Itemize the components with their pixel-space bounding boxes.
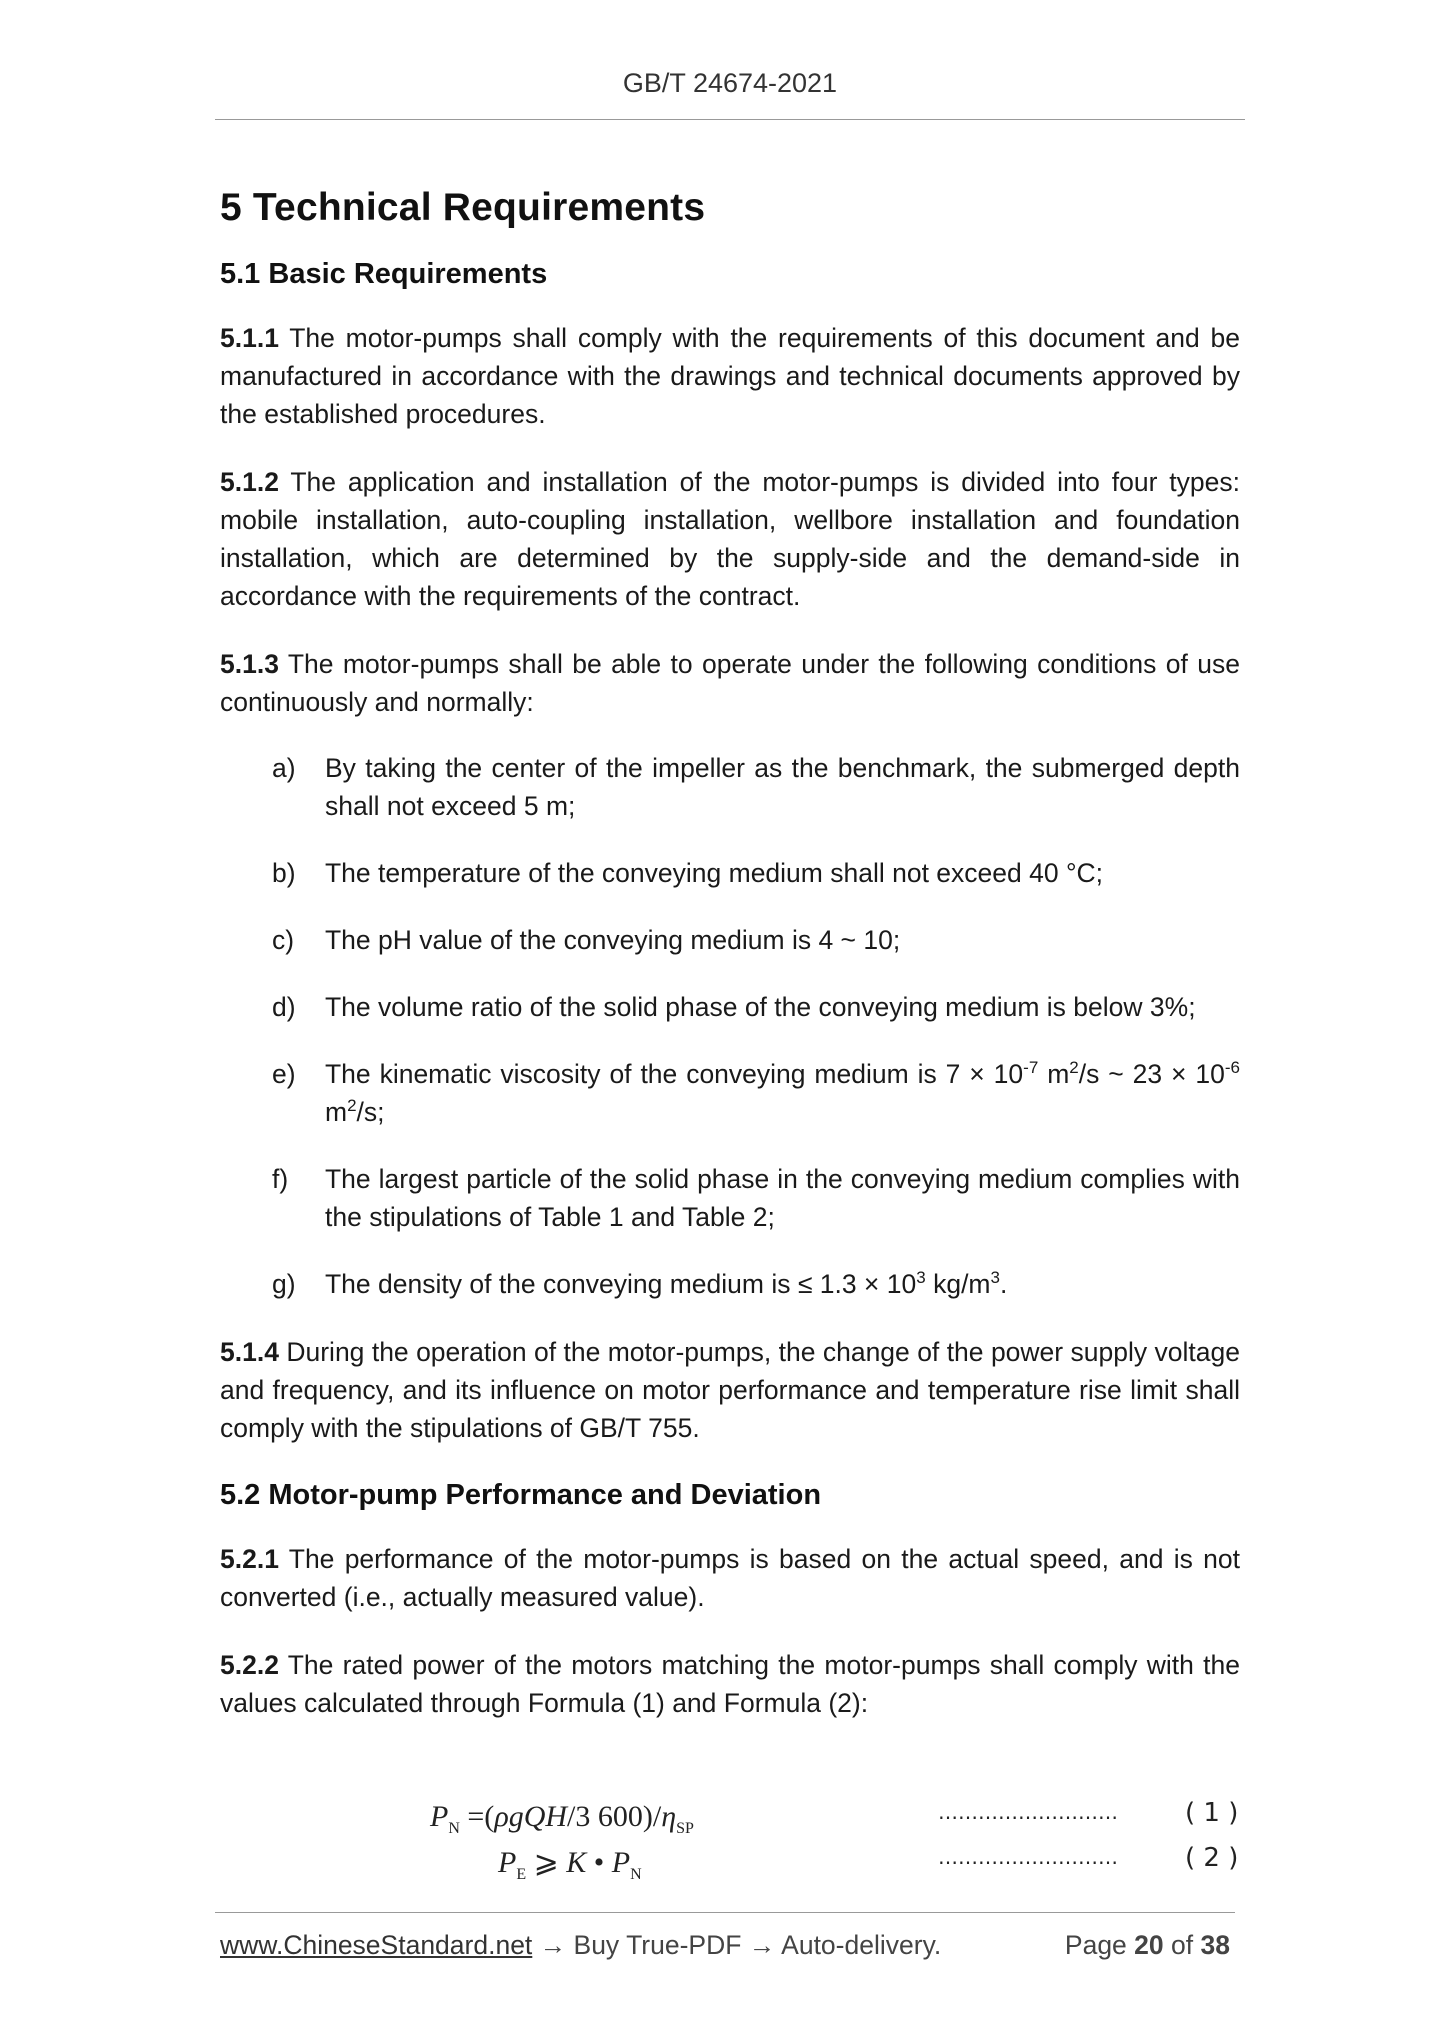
clause-text: The motor-pumps shall be able to operate under the following conditions of use continuously and normally: xyxy=(220,649,1240,717)
clause-text: The application and installation of the motor-pumps is divided into four types: mobile installation, auto-coupling installation, wellbore installation and foundation installation, which are determined by the supply-side and the demand-side in accordance with the requirements of the contract. xyxy=(220,467,1240,611)
superscript: -7 xyxy=(1023,1058,1039,1078)
page-current: 20 xyxy=(1134,1930,1164,1960)
text-run: /s; xyxy=(356,1097,385,1127)
clause-text: The motor-pumps shall comply with the requirements of this document and be manufactured in accordance with the drawings and technical documents approved by the established procedures. xyxy=(220,323,1240,429)
clause-5-1-4 xyxy=(220,1333,1240,1447)
clause-5-1-3 xyxy=(220,645,1240,721)
list-item-text: The pH value of the conveying medium is 4 ~ 10; xyxy=(325,925,901,955)
chapter-title: 5 Technical Requirements xyxy=(220,186,706,229)
list-item xyxy=(220,749,1240,825)
list-item xyxy=(220,1055,1240,1131)
clause-number: 5.2.1 xyxy=(220,1544,279,1574)
formula-expression xyxy=(498,1845,642,1884)
clause-text: During the operation of the motor-pumps, the change of the power supply voltage and frequency, and its influence on motor performance and temperature rise limit shall comply with the stipulations of GB/T 755. xyxy=(220,1337,1240,1443)
document-header: GB/T 24674-2021 xyxy=(622,68,838,98)
formula-symbol: K xyxy=(566,1846,587,1879)
website-link[interactable]: www.ChineseStandard.net xyxy=(220,1930,533,1960)
footer-promo-text: → Buy True-PDF → Auto-delivery. xyxy=(532,1930,942,1960)
formula-subscript: N xyxy=(630,1866,642,1883)
clause-number: 5.1.1 xyxy=(220,323,279,353)
clause-5-1-2 xyxy=(220,463,1240,615)
formula-subscript: SP xyxy=(676,1820,694,1837)
section-5-2-title: 5.2 Motor-pump Performance and Deviation xyxy=(220,1479,822,1511)
list-item-label: g) xyxy=(272,1269,296,1299)
superscript: 2 xyxy=(1069,1058,1079,1078)
formula-symbol: P xyxy=(498,1846,517,1879)
formula-text: • xyxy=(586,1846,612,1879)
clause-number: 5.1.2 xyxy=(220,467,279,497)
list-item xyxy=(220,1160,1240,1236)
clause-text: The rated power of the motors matching the motor-pumps shall comply with the values calculated through Formula (1) and Formula (2): xyxy=(220,1650,1240,1718)
list-item-label: d) xyxy=(272,992,296,1022)
formula-symbol: ρgQH xyxy=(494,1800,568,1833)
list-item-text: The volume ratio of the solid phase of the conveying medium is below 3%; xyxy=(325,992,1196,1022)
list-item xyxy=(220,988,1240,1026)
text-run: . xyxy=(999,1269,1008,1299)
list-item-label: e) xyxy=(272,1059,296,1089)
text-run: /s ~ 23 × 10 xyxy=(1078,1059,1225,1089)
formula-2 xyxy=(420,1845,1240,1885)
superscript: 2 xyxy=(347,1096,357,1116)
list-item-text: The temperature of the conveying medium shall not exceed 40 °C; xyxy=(325,858,1104,888)
formula-text: /3 600)/ xyxy=(567,1800,662,1833)
superscript: 3 xyxy=(916,1268,926,1288)
list-item-text: The largest particle of the solid phase in the conveying medium complies with the stipulations of Table 1 and Table 2; xyxy=(325,1164,1240,1232)
text-run: kg/m xyxy=(925,1269,991,1299)
conditions-list xyxy=(220,749,1240,1303)
clause-5-2-2 xyxy=(220,1646,1240,1722)
clause-text: The performance of the motor-pumps is based on the actual speed, and is not converted (i.e., actually measured value). xyxy=(220,1544,1240,1612)
text-run: The kinematic viscosity of the conveying medium is 7 × 10 xyxy=(325,1059,1024,1089)
clause-number: 5.1.3 xyxy=(220,649,279,679)
list-item-label: b) xyxy=(272,858,296,888)
list-item xyxy=(220,921,1240,959)
section-5-1-title: 5.1 Basic Requirements xyxy=(220,258,548,290)
list-item-label: c) xyxy=(272,925,295,955)
superscript: -6 xyxy=(1224,1058,1241,1078)
page-indicator xyxy=(1065,1930,1230,1961)
text-run: The density of the conveying medium is ≤ 1.3 × 10 xyxy=(325,1269,917,1299)
text-run: m xyxy=(1038,1059,1070,1089)
formula-symbol: η xyxy=(661,1800,677,1833)
page-total: 38 xyxy=(1200,1930,1230,1960)
formula-text: =( xyxy=(459,1800,495,1833)
clause-5-1-1 xyxy=(220,319,1240,433)
superscript: 3 xyxy=(990,1268,1000,1288)
formula-symbol: P xyxy=(611,1846,631,1879)
formula-expression xyxy=(430,1800,694,1838)
clause-5-2-1 xyxy=(220,1540,1240,1616)
formula-1 xyxy=(420,1800,1240,1840)
list-item-label: f) xyxy=(272,1164,289,1194)
list-item-text: By taking the center of the impeller as the benchmark, the submerged depth shall not exceed 5 m; xyxy=(325,753,1240,821)
list-item xyxy=(220,1265,1240,1303)
formula-leader-dots: ……………………… xyxy=(938,1800,1118,1824)
page-label: Page xyxy=(1064,1930,1127,1960)
header-divider xyxy=(215,119,1245,120)
formula-subscript: E xyxy=(516,1866,527,1883)
text-run: m xyxy=(325,1097,348,1127)
page-of: of xyxy=(1171,1930,1194,1960)
formula-number: ( 1 ) xyxy=(1185,1798,1239,1828)
formula-leader-dots: ……………………… xyxy=(938,1845,1118,1869)
page-footer xyxy=(220,1930,1230,1961)
formula-number: ( 2 ) xyxy=(1185,1843,1239,1873)
list-item-text xyxy=(325,1059,1240,1127)
clause-number: 5.1.4 xyxy=(220,1337,279,1367)
formula-text: ⩾ xyxy=(526,1846,567,1879)
page-content xyxy=(220,170,1240,1722)
formula-symbol: P xyxy=(430,1800,449,1833)
formula-subscript: N xyxy=(448,1820,460,1837)
list-item xyxy=(220,854,1240,892)
list-item-text xyxy=(325,1269,1007,1299)
list-item-label: a) xyxy=(272,753,296,783)
clause-number: 5.2.2 xyxy=(220,1650,279,1680)
footer-divider xyxy=(215,1912,1235,1913)
